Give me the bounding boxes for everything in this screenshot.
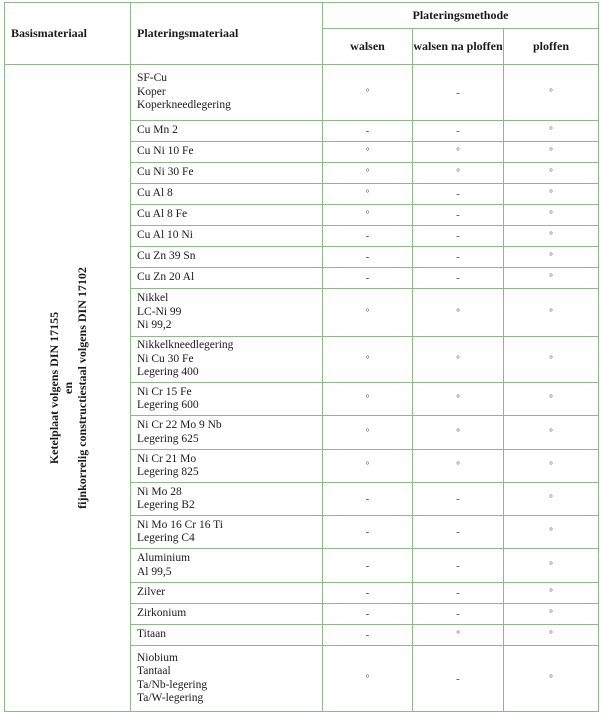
- document-page: [4, 2, 598, 708]
- material-name: Tantaal: [137, 665, 171, 677]
- method-cell: [413, 268, 504, 289]
- suitable-mark: °: [365, 146, 370, 156]
- material-cell: [131, 337, 323, 383]
- header-method-walsen-na-ploffen: walsen na ploffen: [413, 29, 504, 65]
- material-cell: [131, 205, 323, 226]
- method-cell: [413, 549, 504, 583]
- plating-table: [4, 2, 599, 712]
- suitable-mark: °: [549, 251, 553, 261]
- suitable-mark: °: [549, 146, 553, 156]
- method-cell: [413, 516, 504, 549]
- material-name: Ni Mo 16 Cr 16 Ti: [137, 518, 223, 531]
- suitable-mark: °: [365, 86, 370, 97]
- suitable-mark: °: [365, 460, 370, 470]
- suitable-mark: °: [549, 460, 553, 470]
- method-cell: [323, 383, 413, 416]
- material-name: Cu Al 8: [137, 187, 173, 200]
- material-cell: [131, 268, 323, 289]
- not-suitable-mark: -: [365, 251, 370, 263]
- method-cell: [504, 247, 599, 268]
- suitable-mark: °: [549, 393, 553, 403]
- material-name: Aluminium: [137, 552, 191, 564]
- suitable-mark: °: [549, 629, 553, 639]
- method-cell: [413, 583, 504, 604]
- suitable-mark: °: [549, 209, 553, 219]
- method-cell: [323, 121, 413, 142]
- base-material-line2: en: [60, 382, 75, 394]
- method-cell: [504, 184, 599, 205]
- material-cell: [131, 625, 323, 646]
- method-cell: [323, 289, 413, 337]
- material-name: Legering 600: [137, 399, 199, 411]
- method-cell: [323, 65, 413, 121]
- method-cell: [323, 604, 413, 625]
- method-cell: [323, 205, 413, 226]
- material-name: Cu Al 10 Ni: [137, 229, 193, 242]
- method-cell: [504, 226, 599, 247]
- not-suitable-mark: -: [365, 629, 370, 641]
- base-material-cell: [5, 65, 131, 712]
- method-cell: [323, 337, 413, 383]
- method-cell: [504, 163, 599, 184]
- material-name: Cu Zn 20 Al: [137, 271, 195, 284]
- method-cell: [323, 416, 413, 450]
- method-cell: [504, 205, 599, 226]
- material-name: LC-Ni 99: [137, 305, 182, 318]
- suitable-mark: °: [365, 393, 370, 403]
- method-cell: [413, 142, 504, 163]
- material-name: Al 99,5: [137, 565, 172, 578]
- not-suitable-mark: -: [365, 493, 370, 505]
- suitable-mark: °: [456, 353, 460, 364]
- material-cell: [131, 289, 323, 337]
- method-cell: [504, 646, 599, 712]
- suitable-mark: °: [549, 86, 553, 97]
- method-cell: [413, 483, 504, 516]
- method-cell: [413, 184, 504, 205]
- method-cell: [504, 289, 599, 337]
- not-suitable-mark: -: [456, 86, 460, 99]
- suitable-mark: °: [456, 167, 460, 177]
- method-cell: [504, 516, 599, 549]
- method-cell: [504, 416, 599, 450]
- base-material-label: [47, 188, 89, 588]
- table-header: [5, 3, 599, 65]
- material-cell: [131, 121, 323, 142]
- suitable-mark: °: [456, 146, 460, 156]
- material-cell: [131, 416, 323, 450]
- method-cell: [413, 450, 504, 483]
- material-name: Ni 99,2: [137, 319, 172, 332]
- material-cell: [131, 450, 323, 483]
- method-cell: [504, 583, 599, 604]
- material-cell: [131, 247, 323, 268]
- suitable-mark: °: [549, 526, 553, 536]
- not-suitable-mark: -: [365, 587, 370, 599]
- material-name: Cu Zn 39 Sn: [137, 250, 196, 263]
- material-cell: [131, 516, 323, 549]
- method-cell: [504, 549, 599, 583]
- not-suitable-mark: -: [365, 608, 370, 620]
- method-cell: [323, 247, 413, 268]
- method-cell: [413, 65, 504, 121]
- material-name: Ni Cu 30 Fe: [137, 352, 194, 365]
- not-suitable-mark: -: [456, 587, 460, 599]
- material-name: Ta/W-legering: [137, 692, 204, 704]
- material-name: Zilver: [137, 586, 166, 599]
- method-cell: [413, 121, 504, 142]
- method-cell: [323, 549, 413, 583]
- material-name: Nikkelkneedlegering: [137, 339, 234, 352]
- suitable-mark: °: [549, 587, 553, 597]
- suitable-mark: °: [549, 672, 553, 683]
- method-cell: [323, 583, 413, 604]
- method-cell: [504, 450, 599, 483]
- material-name: Cu Ni 10 Fe: [137, 145, 194, 158]
- method-cell: [504, 625, 599, 646]
- material-name: SF-Cu: [137, 72, 168, 85]
- material-cell: [131, 604, 323, 625]
- method-cell: [413, 163, 504, 184]
- suitable-mark: °: [456, 426, 460, 437]
- suitable-mark: °: [456, 306, 460, 317]
- suitable-mark: °: [549, 230, 553, 240]
- material-cell: [131, 383, 323, 416]
- suitable-mark: °: [549, 559, 553, 570]
- material-name: Ni Cr 22 Mo 9 Nb: [137, 419, 222, 431]
- suitable-mark: °: [549, 272, 553, 282]
- not-suitable-mark: -: [365, 526, 370, 538]
- suitable-mark: °: [549, 493, 553, 503]
- method-cell: [323, 184, 413, 205]
- material-cell: [131, 549, 323, 583]
- material-name: Legering 825: [137, 466, 199, 478]
- method-cell: [413, 604, 504, 625]
- header-method-ploffen: ploffen: [504, 29, 599, 65]
- method-cell: [413, 247, 504, 268]
- material-name: Cu Mn 2: [137, 124, 178, 137]
- not-suitable-mark: -: [456, 230, 460, 242]
- suitable-mark: °: [549, 188, 553, 198]
- material-cell: [131, 483, 323, 516]
- not-suitable-mark: -: [365, 125, 370, 137]
- material-name: Titaan: [137, 628, 166, 641]
- header-method-walsen: walsen: [323, 29, 413, 65]
- not-suitable-mark: -: [456, 559, 460, 572]
- not-suitable-mark: -: [456, 272, 460, 284]
- material-cell: [131, 142, 323, 163]
- suitable-mark: °: [365, 209, 370, 219]
- not-suitable-mark: -: [456, 209, 460, 221]
- suitable-mark: °: [549, 608, 553, 618]
- suitable-mark: °: [365, 306, 370, 317]
- header-plateringsmateriaal: Plateringsmateriaal: [131, 3, 323, 65]
- table-body: [5, 65, 599, 712]
- not-suitable-mark: -: [365, 272, 370, 284]
- method-cell: [413, 416, 504, 450]
- suitable-mark: °: [365, 353, 370, 364]
- not-suitable-mark: -: [456, 251, 460, 263]
- method-cell: [413, 646, 504, 712]
- method-cell: [323, 450, 413, 483]
- not-suitable-mark: -: [456, 188, 460, 200]
- not-suitable-mark: -: [456, 125, 460, 137]
- method-cell: [323, 163, 413, 184]
- method-cell: [413, 205, 504, 226]
- suitable-mark: °: [549, 167, 553, 177]
- material-name: Ni Cr 15 Fe: [137, 385, 192, 398]
- method-cell: [413, 289, 504, 337]
- material-name: Legering 625: [137, 432, 199, 445]
- method-cell: [323, 516, 413, 549]
- method-cell: [504, 142, 599, 163]
- method-cell: [323, 625, 413, 646]
- suitable-mark: °: [549, 306, 553, 317]
- method-cell: [504, 337, 599, 383]
- material-name: Legering 400: [137, 366, 199, 379]
- material-name: Koper: [137, 85, 166, 98]
- material-cell: [131, 583, 323, 604]
- method-cell: [504, 483, 599, 516]
- table-row: [5, 65, 599, 121]
- material-name: Zirkonium: [137, 607, 187, 620]
- material-name: Legering C4: [137, 532, 195, 544]
- base-material-line1: Ketelplaat volgens DIN 17155: [46, 311, 61, 465]
- suitable-mark: °: [456, 629, 460, 639]
- material-name: Ni Mo 28: [137, 485, 182, 498]
- method-cell: [323, 646, 413, 712]
- material-name: Ni Cr 21 Mo: [137, 452, 197, 465]
- method-cell: [413, 625, 504, 646]
- material-name: Niobium: [137, 651, 178, 664]
- header-plateringsmethode: Plateringsmethode: [323, 3, 599, 29]
- method-cell: [413, 226, 504, 247]
- method-cell: [323, 483, 413, 516]
- method-cell: [504, 604, 599, 625]
- not-suitable-mark: -: [365, 559, 370, 572]
- not-suitable-mark: -: [456, 493, 460, 505]
- material-name: Nikkel: [137, 292, 169, 305]
- suitable-mark: °: [365, 672, 370, 683]
- suitable-mark: °: [365, 167, 370, 177]
- method-cell: [323, 268, 413, 289]
- material-name: Ta/Nb-legering: [137, 678, 208, 691]
- not-suitable-mark: -: [456, 672, 460, 685]
- header-basismateriaal: Basismateriaal: [5, 3, 131, 65]
- material-cell: [131, 226, 323, 247]
- material-cell: [131, 646, 323, 712]
- suitable-mark: °: [549, 125, 553, 135]
- method-cell: [323, 226, 413, 247]
- suitable-mark: °: [549, 426, 553, 437]
- material-name: Legering B2: [137, 499, 195, 511]
- material-cell: [131, 163, 323, 184]
- material-name: Koperkneedlegering: [137, 99, 231, 112]
- not-suitable-mark: -: [456, 608, 460, 620]
- base-material-line3: fijnkorrelig constructiestaal volgens DIN 17102: [74, 267, 89, 509]
- method-cell: [504, 268, 599, 289]
- method-cell: [504, 383, 599, 416]
- method-cell: [504, 121, 599, 142]
- not-suitable-mark: -: [456, 526, 460, 538]
- suitable-mark: °: [549, 353, 553, 364]
- method-cell: [323, 142, 413, 163]
- material-cell: [131, 184, 323, 205]
- suitable-mark: °: [365, 426, 370, 437]
- material-cell: [131, 65, 323, 121]
- method-cell: [504, 65, 599, 121]
- material-name: Cu Ni 30 Fe: [137, 166, 194, 179]
- suitable-mark: °: [456, 393, 460, 403]
- suitable-mark: °: [456, 460, 460, 470]
- method-cell: [413, 337, 504, 383]
- method-cell: [413, 383, 504, 416]
- material-name: Cu Al 8 Fe: [137, 208, 188, 221]
- suitable-mark: °: [365, 188, 370, 198]
- not-suitable-mark: -: [365, 230, 370, 242]
